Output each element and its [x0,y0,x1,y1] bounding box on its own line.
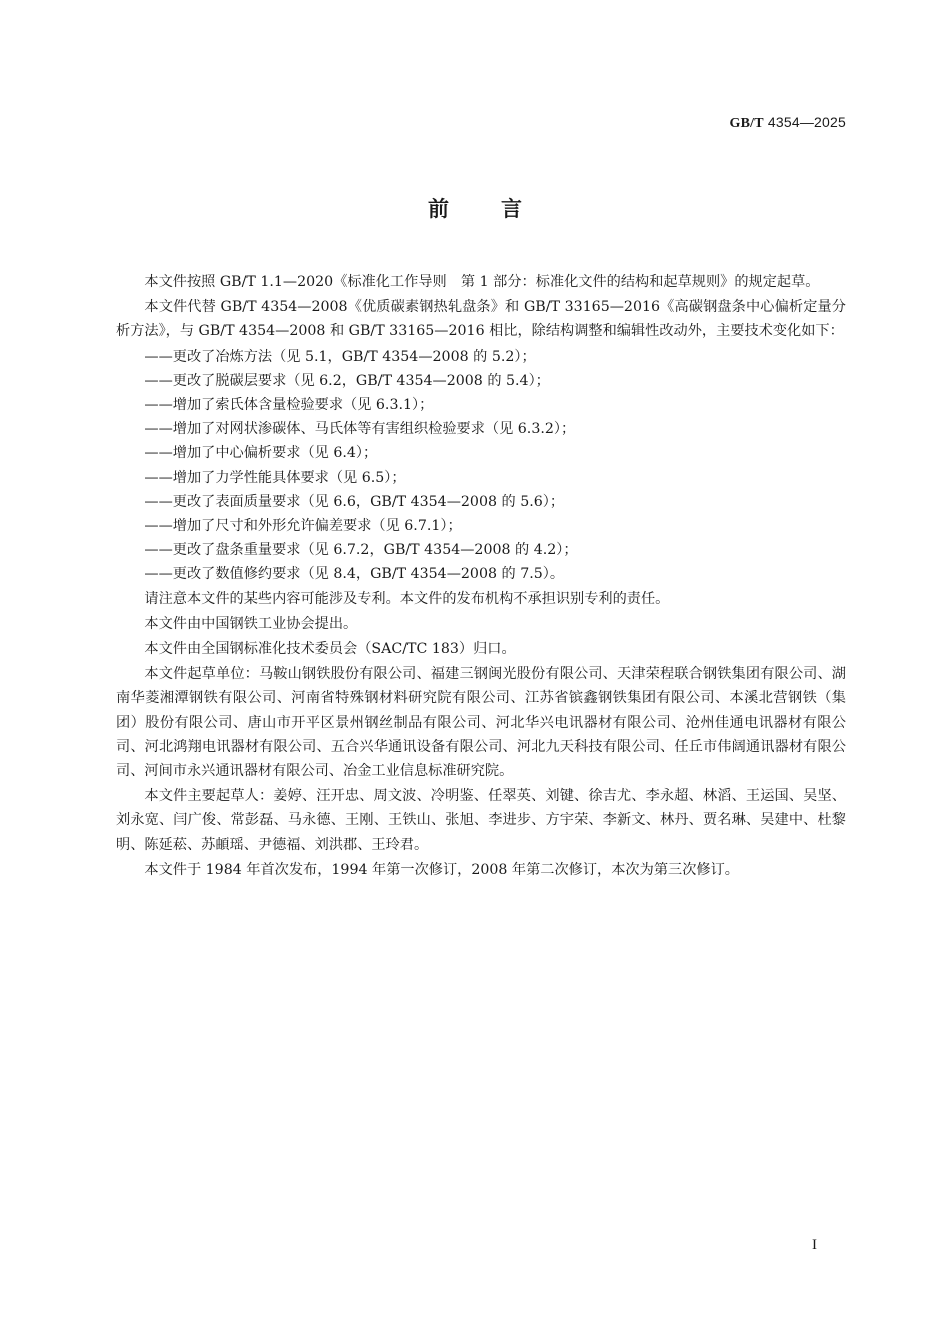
list-item: ——更改了表面质量要求（见 6.6，GB/T 4354—2008 的 5.6）； [144,493,565,510]
list-item: ——更改了盘条重量要求（见 6.7.2，GB/T 4354—2008 的 4.2）； [144,542,578,559]
drafting-rule-paragraph: 本文件按照 GB/T 1.1—2020《标准化工作导则 第 1 部分：标准化文件的结构和起草规则》的规定起草。 [144,274,820,290]
standard-code [730,114,846,132]
list-item: ——增加了中心偏析要求（见 6.4）； [144,445,378,462]
list-item: ——增加了尺寸和外形允许偏差要求（见 6.7.1）； [144,518,462,535]
replacement-paragraph: 本文件代替 GB/T 4354—2008《优质碳素钢热轧盘条》和 GB/T 33165—2016《高碳钢盘条中心偏析定量分析方法》，与 GB/T 4354—2008 和 GB/T 33165—2016 相比，除结构调整和编辑性改动外，主要技术变化如下： [116,299,846,340]
committee-paragraph: 本文件由全国钢标准化技术委员会（SAC/TC 183）归口。 [144,641,516,658]
drafting-units-paragraph: 本文件起草单位：马鞍山钢铁股份有限公司、福建三钢闽光股份有限公司、天津荣程联合钢铁集团有限公司、湖南华菱湘潭钢铁有限公司、河南省特殊钢材料研究院有限公司、江苏省镔鑫钢铁集团有限公司、本溪北营钢铁（集团）股份有限公司、唐山市开平区景州钢丝制品有限公司、河北华兴电讯器材有限公司、沧州佳通电讯器材有限公司、河北鸿翔电讯器材有限公司、五合兴华通讯设备有限公司、河北九天科技有限公司、任丘市伟阔通讯器材有限公司、河间市永兴通讯器材有限公司、冶金工业信息标准研究院。 [116,666,846,780]
list-item: ——更改了脱碳层要求（见 6.2，GB/T 4354—2008 的 5.4）； [144,372,550,389]
proposer-paragraph: 本文件由中国钢铁工业协会提出。 [144,615,358,632]
patent-notice-paragraph: 请注意本文件的某些内容可能涉及专利。本文件的发布机构不承担识别专利的责任。 [144,590,670,607]
list-item: ——增加了力学性能具体要求（见 6.5）； [144,469,406,486]
standard-number: 4354—2025 [767,114,846,130]
drafters-paragraph: 本文件主要起草人：姜婷、汪开忠、周文波、冷明鉴、任翠英、刘键、徐吉尤、李永超、林滔、王运国、吴坚、刘永宽、闫广俊、常彭磊、马永德、王刚、王铁山、张旭、李进步、方宇荣、李新文、林丹、贾名琳、吴建中、杜黎明、陈延菘、苏頔瑶、尹德福、刘洪郡、王玲君。 [116,788,846,853]
page-number: I [812,1237,817,1253]
document-body [116,270,846,883]
page-title: 前言 [428,197,574,221]
list-item: ——更改了冶炼方法（见 5.1，GB/T 4354—2008 的 5.2）； [144,348,536,365]
list-item: ——增加了对网状渗碳体、马氏体等有害组织检验要求（见 6.3.2）； [144,421,576,438]
list-item: ——增加了索氏体含量检验要求（见 6.3.1）； [144,397,434,414]
changes-list [116,345,846,587]
history-paragraph: 本文件于 1984 年首次发布，1994 年第一次修订，2008 年第二次修订，本次为第三次修订。 [144,861,739,878]
standard-prefix: GB/T [729,116,764,131]
list-item: ——更改了数值修约要求（见 8.4，GB/T 4354—2008 的 7.5）。 [144,566,565,583]
